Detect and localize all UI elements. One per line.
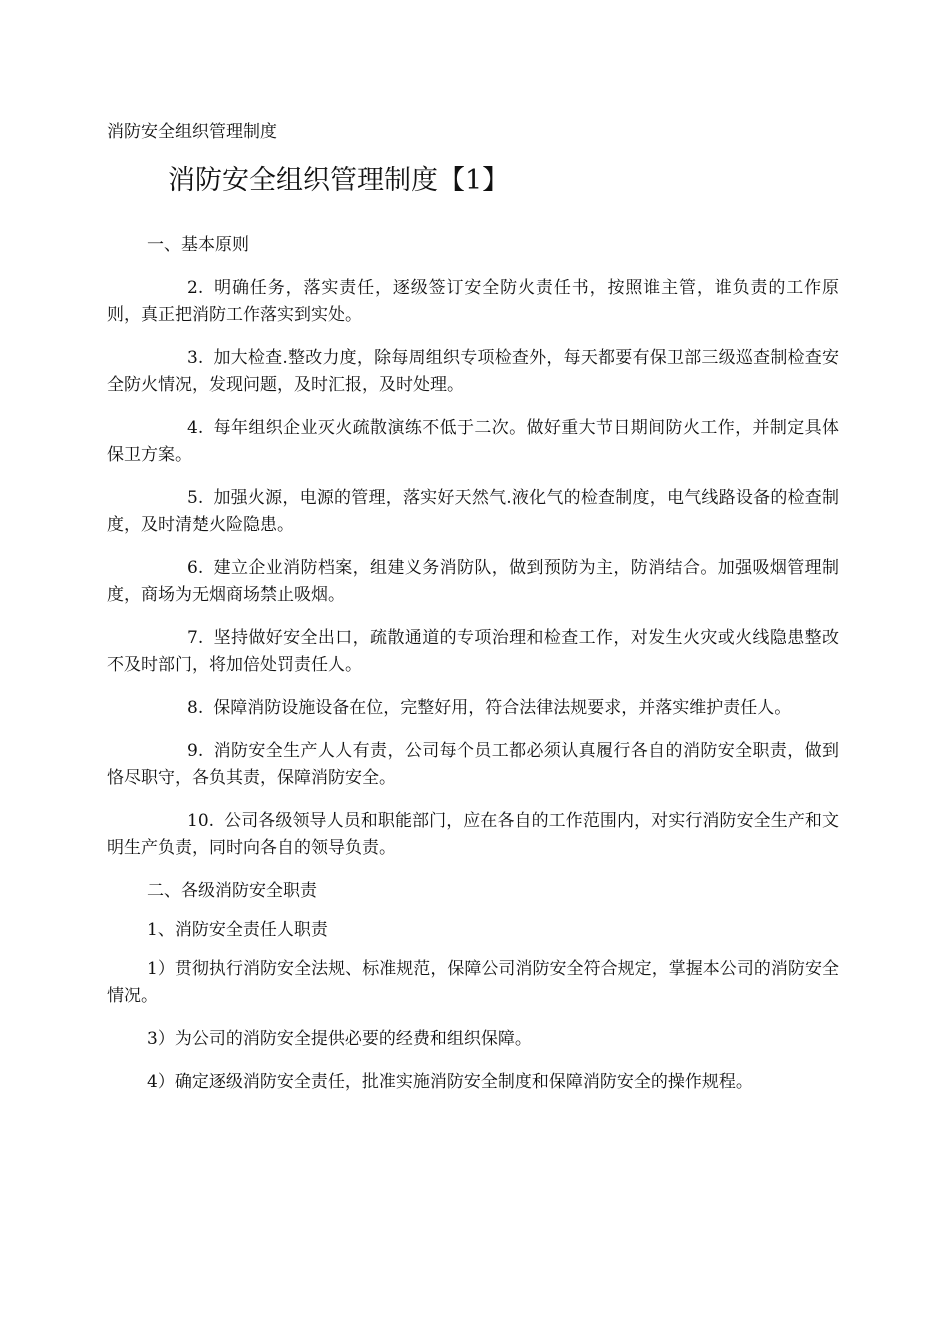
section-heading-basic-principles: 一、基本原则 <box>147 235 249 255</box>
paragraph-item-9: 9. 消防安全生产人人有责，公司每个员工都必须认真履行各自的消防安全职责，做到恪尽职守，各负其责，保障消防安全。 <box>107 741 839 788</box>
paragraph-item-6: 6. 建立企业消防档案，组建义务消防队，做到预防为主，防消结合。加强吸烟管理制度，商场为无烟商场禁止吸烟。 <box>107 558 839 605</box>
duty-item-3: 3）为公司的消防安全提供必要的经费和组织保障。 <box>147 1029 532 1049</box>
document-title: 消防安全组织管理制度【1】 <box>168 165 510 196</box>
paragraph-item-7: 7. 坚持做好安全出口，疏散通道的专项治理和检查工作，对发生火灾或火线隐患整改不及时部门，将加倍处罚责任人。 <box>107 628 839 675</box>
paragraph-item-2: 2. 明确任务，落实责任，逐级签订安全防火责任书，按照谁主管，谁负责的工作原则，真正把消防工作落实到实处。 <box>107 278 839 325</box>
paragraph-item-10: 10. 公司各级领导人员和职能部门，应在各自的工作范围内，对实行消防安全生产和文明生产负责，同时向各自的领导负责。 <box>107 811 839 858</box>
section-heading-responsibilities: 二、各级消防安全职责 <box>147 881 317 901</box>
duty-item-4: 4）确定逐级消防安全责任，批准实施消防安全制度和保障消防安全的操作规程。 <box>147 1072 753 1092</box>
paragraph-item-8: 8. 保障消防设施设备在位，完整好用，符合法律法规要求，并落实维护责任人。 <box>187 698 792 718</box>
paragraph-item-5: 5. 加强火源，电源的管理，落实好天然气.液化气的检查制度，电气线路设备的检查制度，及时清楚火险隐患。 <box>107 488 839 535</box>
duty-item-1: 1）贯彻执行消防安全法规、标准规范，保障公司消防安全符合规定，掌握本公司的消防安全情况。 <box>107 959 839 1006</box>
subsection-heading-responsible-person: 1、消防安全责任人职责 <box>147 920 328 940</box>
document-header: 消防安全组织管理制度 <box>107 122 277 142</box>
document-body <box>107 232 839 1112</box>
paragraph-item-3: 3. 加大检查.整改力度，除每周组织专项检查外，每天都要有保卫部三级巡查制检查安全防火情况，发现问题，及时汇报，及时处理。 <box>107 348 839 395</box>
paragraph-item-4: 4. 每年组织企业灭火疏散演练不低于二次。做好重大节日期间防火工作，并制定具体保卫方案。 <box>107 418 839 465</box>
